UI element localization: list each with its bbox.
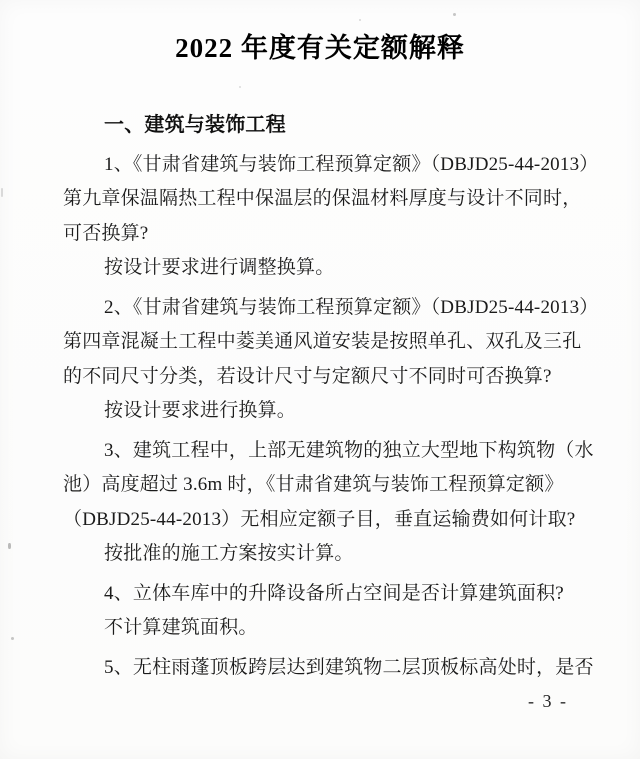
text-line: 第四章混凝土工程中菱美通风道安装是按照单孔、双孔及三孔 bbox=[63, 331, 582, 352]
text-line: 1、《甘肃省建筑与装饰工程预算定额》（DBJD25-44-2013） bbox=[104, 153, 599, 175]
page-number: - 3 - bbox=[528, 691, 568, 711]
text-line: 2、《甘肃省建筑与装饰工程预算定额》（DBJD25-44-2013） bbox=[104, 296, 599, 318]
text-line: 按设计要求进行调整换算。 bbox=[104, 257, 335, 278]
text-line: 不计算建筑面积。 bbox=[104, 617, 258, 638]
scan-speck bbox=[453, 13, 456, 16]
text-line: 3、建筑工程中，上部无建筑物的独立大型地下构筑物（水 bbox=[104, 439, 594, 461]
scan-speck bbox=[8, 543, 11, 549]
text-line: 按批准的施工方案按实计算。 bbox=[104, 543, 354, 564]
text-line: （DBJD25-44-2013）无相应定额子目，垂直运输费如何计取? bbox=[63, 508, 576, 530]
scan-speck bbox=[359, 19, 361, 21]
text-line: 5、无柱雨蓬顶板跨层达到建筑物二层顶板标高处时，是否 bbox=[104, 656, 594, 678]
text-line: 的不同尺寸分类，若设计尺寸与定额尺寸不同时可否换算? bbox=[63, 365, 552, 387]
scan-speck bbox=[11, 637, 14, 640]
text-line: 按设计要求进行换算。 bbox=[104, 400, 297, 421]
page-title: 2022 年度有关定额解释 bbox=[175, 33, 465, 63]
document-body bbox=[63, 108, 599, 685]
text-line: 第九章保温隔热工程中保温层的保温材料厚度与设计不同时， bbox=[63, 188, 582, 209]
scan-speck bbox=[1, 188, 3, 197]
section-heading: 一、建筑与装饰工程 bbox=[104, 114, 286, 136]
text-line: 可否换算? bbox=[63, 222, 149, 244]
text-line: 4、立体车库中的升降设备所占空间是否计算建筑面积? bbox=[104, 582, 564, 604]
text-line: 池）高度超过 3.6m 时，《甘肃省建筑与装饰工程预算定额》 bbox=[63, 474, 564, 495]
scan-speck bbox=[239, 86, 241, 88]
